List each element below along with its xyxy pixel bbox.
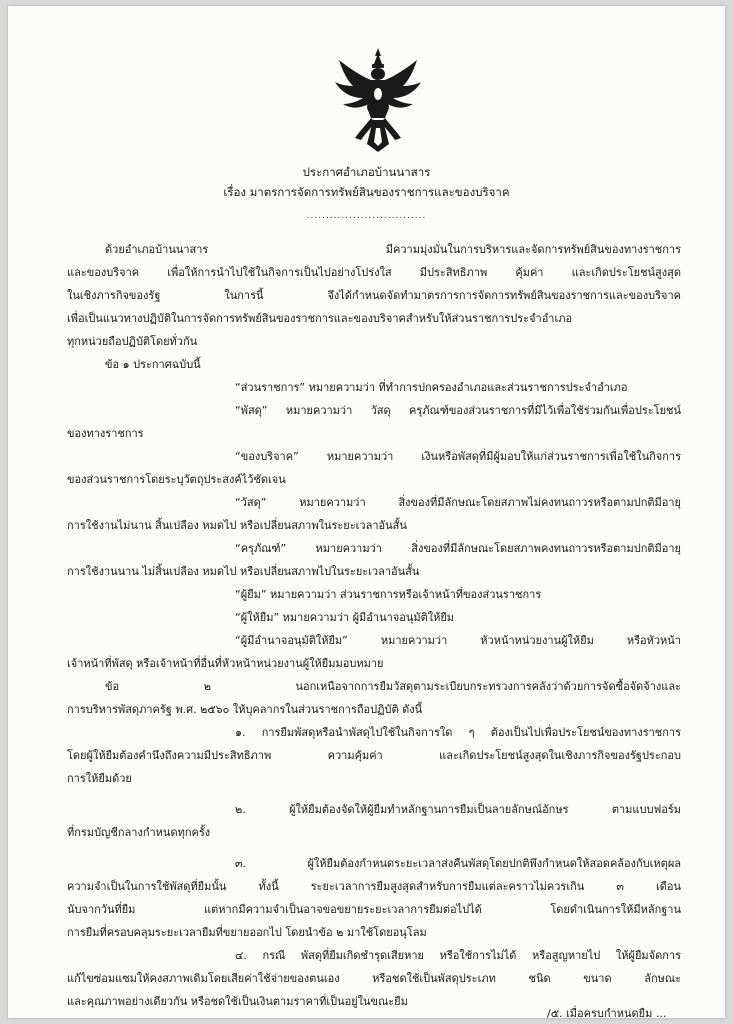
definition-line: การใช้งานไม่นาน สิ้นเปลือง หมดไป หรือเปลี่ยนสภาพในระยะเวลาอันสั้น	[67, 519, 407, 532]
list-item: ๑. การยืมพัสดุหรือนำพัสดุไปใช้ในกิจการใด ๆ ต้องเป็นไปเพื่อประโยชน์ของทางราชการ	[235, 726, 681, 739]
definition-line: “พัสดุ” หมายความว่า วัสดุ ครุภัณฑ์ของส่วนราชการที่มีไว้เพื่อใช้ร่วมกันเพื่อประโยชน์	[235, 404, 681, 417]
list-item: การให้ยืมด้วย	[67, 772, 132, 785]
definition-line: “ผู้ให้ยืม” หมายความว่า ผู้มีอำนาจอนุมัติให้ยืม	[235, 611, 455, 624]
preamble-line: ทุกหน่วยถือปฏิบัติโดยทั่วกัน	[67, 335, 198, 348]
preamble-line: และของบริจาค เพื่อให้การนำไปใช้ในกิจการเป็นไปอย่างโปร่งใส มีประสิทธิภาพ คุ้มค่า และเกิดประโยชน์สูงสุด	[67, 266, 681, 279]
garuda-emblem-icon	[333, 46, 423, 156]
definition-line: “ของบริจาค” หมายความว่า เงินหรือพัสดุที่มีผู้มอบให้แก่ส่วนราชการเพื่อใช้ในกิจการ	[235, 450, 681, 463]
list-item: ๓. ผู้ให้ยืมต้องกำหนดระยะเวลาส่งคืนพัสดุโดยปกติพึงกำหนดให้สอดคล้องกับเหตุผล	[235, 857, 681, 870]
list-item: นับจากวันที่ยืม แต่หากมีความจำเป็นอาจขอขยายระยะเวลาการยืมต่อไปได้ โดยดำเนินการให้มีหลักฐาน	[67, 903, 681, 916]
announcement-subject: เรื่อง มาตรการจัดการทรัพย์สินของราชการและของบริจาค	[223, 185, 510, 199]
section-line: การบริหารพัสดุภาครัฐ พ.ศ. ๒๕๖๐ ให้บุคลากรในส่วนราชการถือปฏิบัติ ดังนี้	[67, 703, 423, 716]
definition-line: “ครุภัณฑ์” หมายความว่า สิ่งของที่มีลักษณะโดยสภาพคงทนถาวรหรือตามปกติมีอายุ	[235, 542, 681, 555]
list-item: ๒. ผู้ให้ยืมต้องจัดให้ผู้ยืมทำหลักฐานการยืมเป็นลายลักษณ์อักษร ตามแบบฟอร์ม	[235, 803, 681, 816]
definition-line: “วัสดุ” หมายความว่า สิ่งของที่มีลักษณะโดยสภาพไม่คงทนถาวรหรือตามปกติมีอายุ	[235, 496, 681, 509]
definition-line: “ผู้มีอำนาจอนุมัติให้ยืม” หมายความว่า หัวหน้าหน่วยงานผู้ให้ยืม หรือหัวหน้า	[235, 634, 681, 647]
list-item: การยืมที่ครอบคลุมระยะเวลายืมที่ขยายออกไป โดยนำข้อ ๒ มาใช้โดยอนุโลม	[67, 926, 427, 939]
page-continuation: /๕. เมื่อครบกำหนดยืม ...	[547, 1007, 667, 1020]
document-page	[8, 6, 725, 1018]
definition-line: ของส่วนราชการโดยระบุวัตถุประสงค์ไว้ชัดเจน	[67, 473, 286, 486]
list-item: โดยผู้ให้ยืมต้องคำนึงถึงความมีประสิทธิภาพ ความคุ้มค่า และเกิดประโยชน์สูงสุดในเชิงภารกิจของรัฐประกอบ	[67, 749, 681, 762]
list-item: และคุณภาพอย่างเดียวกัน หรือชดใช้เป็นเงินตามราคาที่เป็นอยู่ในขณะยืม	[67, 995, 408, 1008]
definition-line: “ผู้ยืม” หมายความว่า ส่วนราชการหรือเจ้าหน้าที่ของส่วนราชการ	[235, 588, 542, 601]
preamble-line: ด้วยอำเภอบ้านนาสาร มีความมุ่งมั่นในการบริหารและจัดการทรัพย์สินของทางราชการ	[105, 243, 681, 256]
list-item: ๔. กรณี พัสดุที่ยืมเกิดชำรุดเสียหาย หรือใช้การไม่ได้ หรือสูญหายไป ให้ผู้ยืมจัดการ	[235, 949, 681, 962]
preamble-line: ในเชิงภารกิจของรัฐ ในการนี้ จึงได้กำหนดจัดทำมาตรการการจัดการทรัพย์สินของราชการและของบริจาค	[67, 289, 681, 302]
section-heading: ข้อ ๒ นอกเหนือจากการยืมวัสดุตามระเบียบกระทรวงการคลังว่าด้วยการจัดซื้อจัดจ้างและ	[105, 680, 681, 693]
list-item: แก้ไขซ่อมแซมให้คงสภาพเดิมโดยเสียค่าใช้จ่ายของตนเอง หรือชดใช้เป็นพัสดุประเภท ชนิด ขนาด ลักษณะ	[67, 972, 681, 985]
definition-line: “ส่วนราชการ” หมายความว่า ที่ทำการปกครองอำเภอและส่วนราชการประจำอำเภอ	[235, 381, 628, 394]
section-heading: ข้อ ๑ ประกาศฉบับนี้	[105, 358, 201, 371]
list-item: ที่กรมบัญชีกลางกำหนดทุกครั้ง	[67, 826, 211, 839]
definition-line: การใช้งานนาน ไม่สิ้นเปลือง หมดไป หรือเปลี่ยนสภาพไปในระยะเวลาอันสั้น	[67, 565, 420, 578]
definition-line: ของทางราชการ	[67, 427, 144, 440]
definition-line: เจ้าหน้าที่พัสดุ หรือเจ้าหน้าที่อื่นที่หัวหน้าหน่วยงานผู้ให้ยืมมอบหมาย	[67, 657, 384, 670]
list-item: ความจำเป็นในการใช้พัสดุที่ยืมนั้น ทั้งนี้ ระยะเวลาการยืมสูงสุดสำหรับการยืมแต่ละคราวไม่ควรเกิน ๓ เดือน	[67, 880, 681, 893]
announcement-heading: ประกาศอำเภอบ้านนาสาร	[302, 165, 431, 179]
divider: ...............................	[306, 211, 427, 221]
preamble-line: เพื่อเป็นแนวทางปฏิบัติในการจัดการทรัพย์สินของราชการและของบริจาคสำหรับให้ส่วนราชการประจำอำเภอ	[67, 312, 573, 325]
